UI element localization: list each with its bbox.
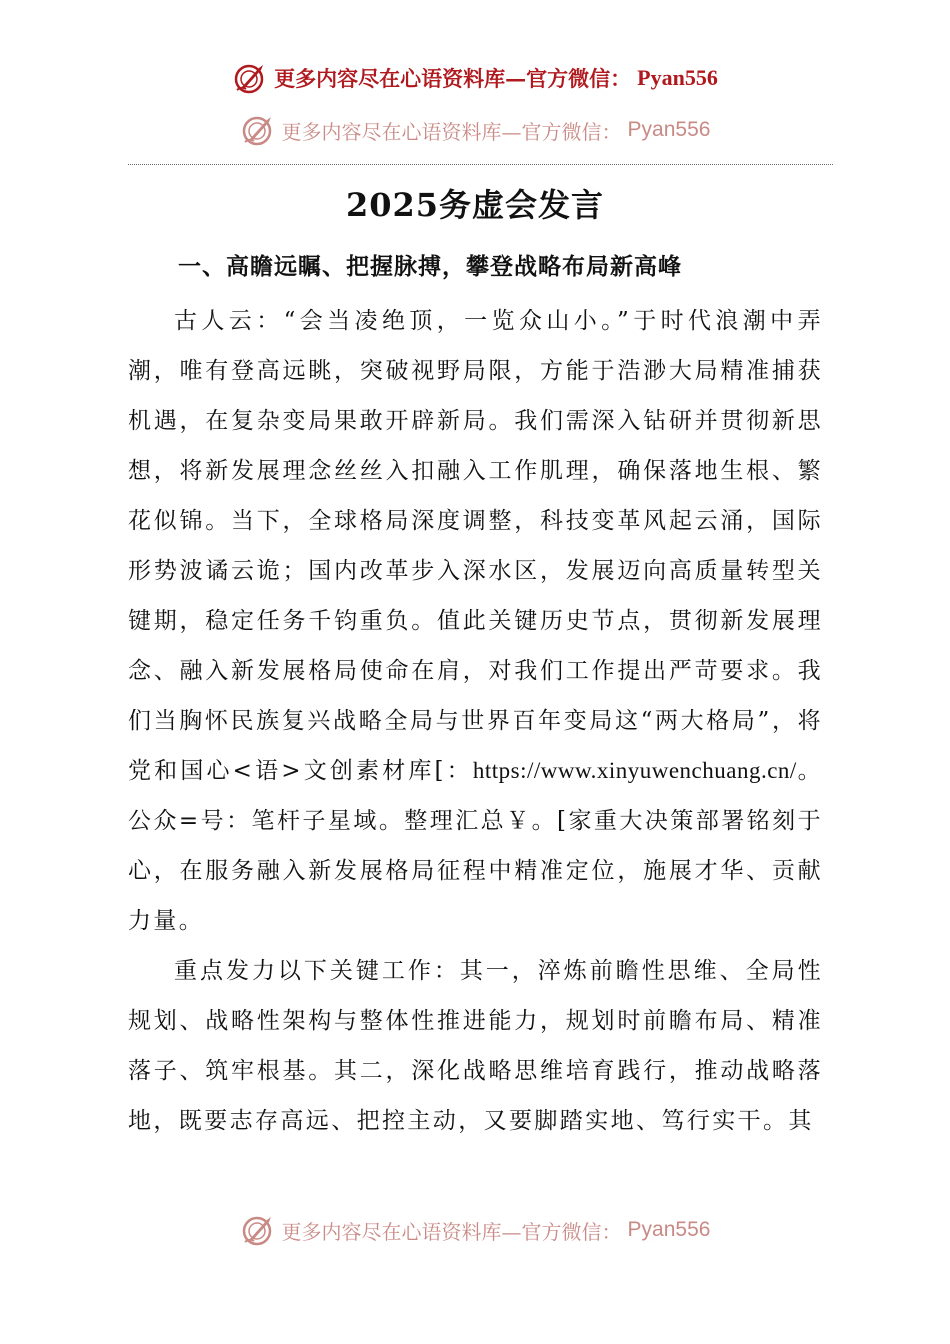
paragraph-2: 重点发力以下关键工作：其一，淬炼前瞻性思维、全局性规划、战略性架构与整体性推进能力，规划时前瞻布局、精准落子、筑牢根基。其二，深化战略思维培育践行，推动战略落地，既要志存高远、把控主动，又要脚踏实地、笃行实干。其 xyxy=(128,958,823,1134)
source-url: https://www.xinyuwenchuang.cn/ xyxy=(472,758,797,783)
document-title: 2025务虚会发言 xyxy=(345,186,605,224)
paragraph-1 xyxy=(128,296,823,946)
section-heading: 一、高瞻远瞩、把握脉搏，攀登战略布局新高峰 xyxy=(178,253,682,280)
pen-seal-logo-icon xyxy=(240,1212,276,1248)
header-banner-primary xyxy=(0,60,950,96)
footer-banner-watermark xyxy=(0,1212,950,1248)
paragraph-1-text-3: 。公众=号：笔杆子星域。整理汇总￥。[家重大决策部署铭刻于心，在服务融入新发展格局征程中精准定位，施展才华、贡献力量。 xyxy=(128,758,823,934)
banner-slogan: 更多内容尽在心语资料库—官方微信： xyxy=(274,66,632,91)
banner-slogan: 更多内容尽在心语资料库—官方微信： xyxy=(281,1219,622,1244)
header-banner-watermark xyxy=(0,112,950,148)
pen-seal-logo-icon xyxy=(232,60,268,96)
paragraph-1-text-2: 将党和国心<语>文创素材库[： xyxy=(128,708,823,784)
banner-wechat-handle: Pyan556 xyxy=(637,65,718,90)
banner-wechat-handle: Pyan556 xyxy=(627,118,711,141)
banner-wechat-handle: Pyan556 xyxy=(627,1218,711,1241)
banner-slogan: 更多内容尽在心语资料库—官方微信： xyxy=(281,119,622,144)
document-body xyxy=(128,296,823,1146)
paragraph-1-text: 古人云：“会当凌绝顶，一览众山小。”于时代浪潮中弄潮，唯有登高远眺，突破视野局限，方能于浩渺大局精准捕获机遇，在复杂变局果敢开辟新局。我们需深入钻研并贯彻新思想，将新发展理念丝丝入扣融入工作肌理，确保落地生根、繁花似锦。当下，全球格局深度调整，科技变革风起云涌，国际形势波谲云诡；国内改革步入深水区，发展迈向高质量转型关键期，稳定任务千钧重负。值此关键历史节点，贯彻新发展理念、融入新发展格局使命在肩，对我们工作提出严苛要求。我们当胸怀民族复兴战略全局与世界百年变局这“两大格局”， xyxy=(128,308,823,734)
pen-seal-logo-icon xyxy=(240,112,276,148)
header-divider xyxy=(128,164,833,165)
